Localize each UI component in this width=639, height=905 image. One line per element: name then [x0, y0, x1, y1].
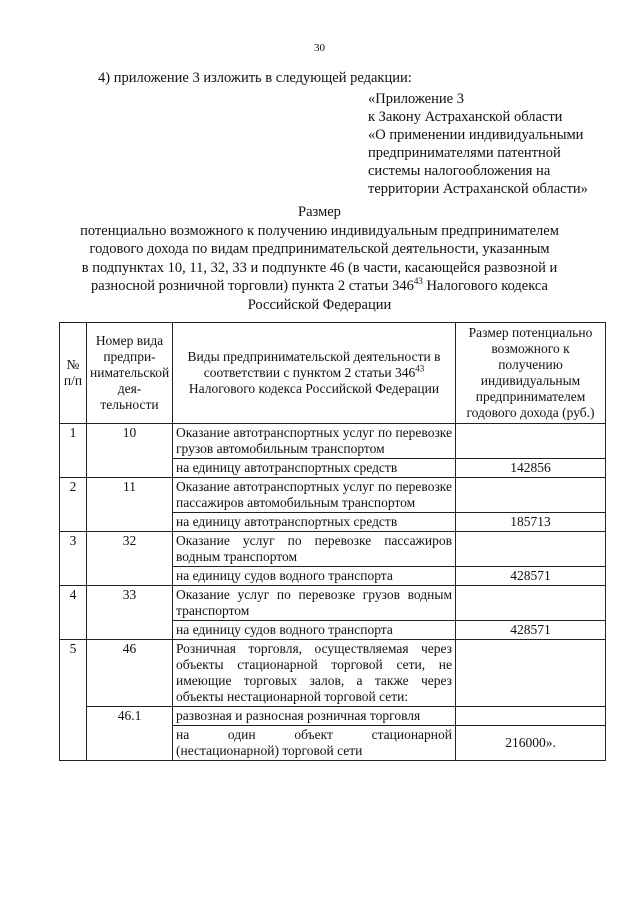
row-value: 142856: [456, 459, 606, 478]
appendix-line: «О применении индивидуальными: [368, 127, 584, 143]
row-value: 216000».: [456, 726, 606, 761]
appendix-line: предпринимателями патентной: [368, 145, 561, 161]
appendix-line: «Приложение 3: [368, 91, 464, 107]
row-activity: Оказание услуг по перевозке пассажиров водным транспортом: [173, 532, 456, 567]
table-row: [60, 586, 606, 621]
row-unit: на единицу судов водного транспорта: [173, 567, 456, 586]
row-activity: Розничная торговля, осуществляемая через объекты стационарной торговой сети, не имеющие торговых залов, а также через объекты нестационарной торговой сети:: [173, 640, 456, 707]
row-unit: на единицу автотранспортных средств: [173, 459, 456, 478]
appendix-line: к Закону Астраханской области: [368, 109, 563, 125]
appendix-heading: [368, 90, 588, 198]
title-line: потенциально возможного к получению индивидуальным предпринимателем: [80, 222, 559, 239]
row-subactivity: развозная и разносная розничная торговля: [173, 707, 456, 726]
row-empty: [456, 478, 606, 513]
title-line: Размер: [298, 204, 341, 220]
table-row: [60, 640, 606, 707]
row-num: 4: [60, 586, 87, 640]
row-unit: на один объект стационарной (нестационарной) торговой сети: [173, 726, 456, 761]
title-line: разносной розничной торговли) пункта 2 статьи $346^{43}$ Налогового кодекса: [91, 276, 548, 294]
row-code: 32: [87, 532, 173, 586]
row-value: 428571: [456, 567, 606, 586]
title-line: в подпунктах 10, 11, 32, 33 и подпункте 46 (в части, касающейся развозной и: [81, 259, 558, 276]
row-value: 428571: [456, 621, 606, 640]
header-kind: Виды предпринимательской деятельности в соответствии с пунктом 2 статьи $346^{43}$ Налогового кодекса Российской Федерации: [173, 323, 456, 424]
row-num: 1: [60, 424, 87, 478]
row-empty: [456, 532, 606, 567]
row-code: 10: [87, 424, 173, 478]
header-num: № п/п: [60, 323, 87, 424]
row-unit: на единицу судов водного транспорта: [173, 621, 456, 640]
table-row: [60, 424, 606, 459]
table-row: [60, 478, 606, 513]
income-table: [59, 322, 606, 761]
row-activity: Оказание автотранспортных услуг по перевозке пассажиров автомобильным транспортом: [173, 478, 456, 513]
row-num: 5: [60, 640, 87, 761]
header-code: Номер вида предпри-нимательской дея-тельности: [87, 323, 173, 424]
row-num: 3: [60, 532, 87, 586]
row-num: 2: [60, 478, 87, 532]
table-row: [60, 532, 606, 567]
row-empty: [456, 640, 606, 707]
table-row: [60, 707, 606, 726]
document-title: [0, 203, 639, 314]
appendix-line: территории Астраханской области»: [368, 181, 588, 197]
row-empty: [456, 707, 606, 726]
row-empty: [456, 586, 606, 621]
row-activity: Оказание услуг по перевозке грузов водным транспортом: [173, 586, 456, 621]
row-subcode: 46.1: [87, 707, 173, 761]
title-line: Российской Федерации: [247, 296, 392, 313]
appendix-line: системы налогообложения на: [368, 163, 551, 179]
row-code: 33: [87, 586, 173, 640]
title-line: годового дохода по видам предпринимательской деятельности, указанным: [89, 241, 550, 257]
page-number: 30: [314, 42, 325, 54]
header-size: Размер потенциально возможного к получению индивидуальным предпринимателем годового дохода (руб.): [456, 323, 606, 424]
header-row: [60, 323, 606, 424]
row-code: 11: [87, 478, 173, 532]
row-value: 185713: [456, 513, 606, 532]
row-empty: [456, 424, 606, 459]
intro-line: 4) приложение 3 изложить в следующей редакции:: [98, 70, 412, 86]
row-activity: Оказание автотранспортных услуг по перевозке грузов автомобильным транспортом: [173, 424, 456, 459]
row-unit: на единицу автотранспортных средств: [173, 513, 456, 532]
row-code: 46: [87, 640, 173, 707]
